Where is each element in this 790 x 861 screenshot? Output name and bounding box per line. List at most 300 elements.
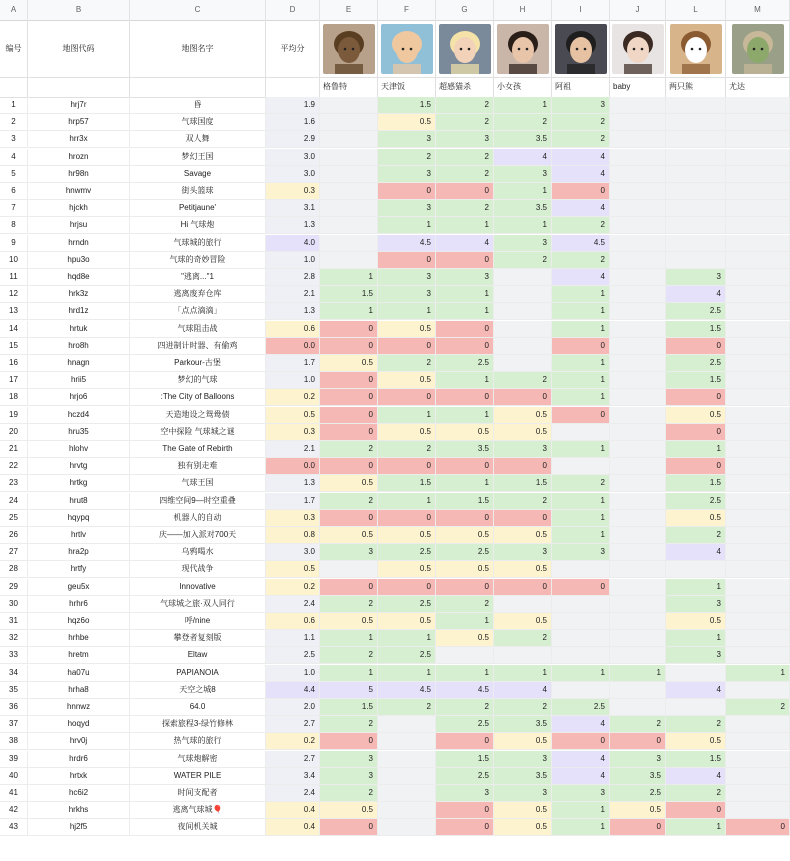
score-cell[interactable] [726,183,790,199]
row-number[interactable]: 20 [0,424,28,440]
score-cell[interactable]: 2 [494,699,552,715]
map-code-cell[interactable]: hrndn [28,235,130,251]
score-cell[interactable] [378,802,436,818]
map-code-cell[interactable]: hqypq [28,510,130,526]
score-cell[interactable]: 1 [320,303,378,319]
map-name-cell[interactable]: 气球炮解密 [130,751,266,767]
row-number[interactable]: 12 [0,286,28,302]
score-cell[interactable]: 0.5 [378,613,436,629]
score-cell[interactable]: 3 [494,544,552,560]
score-cell[interactable] [666,252,726,268]
score-cell[interactable]: 2 [320,493,378,509]
score-cell[interactable]: 3.5 [436,441,494,457]
column-letter-i[interactable]: I [552,0,610,20]
score-cell[interactable]: 0.5 [320,475,378,491]
score-cell[interactable]: 0 [378,338,436,354]
score-cell[interactable]: 1 [494,665,552,681]
score-cell[interactable]: 0 [320,733,378,749]
row-number[interactable]: 14 [0,321,28,337]
score-cell[interactable]: 0 [666,458,726,474]
score-cell[interactable]: 1.5 [666,372,726,388]
score-cell[interactable] [610,613,666,629]
map-code-cell[interactable]: hrd1z [28,303,130,319]
score-cell[interactable] [666,183,726,199]
table-row[interactable] [0,785,790,802]
map-name-cell[interactable]: 天造地设之鸳鸯债 [130,407,266,423]
table-row[interactable] [0,527,790,544]
score-cell[interactable]: 0.5 [494,733,552,749]
row-number[interactable]: 23 [0,475,28,491]
score-cell[interactable]: 1 [494,97,552,113]
score-cell[interactable]: 2 [494,630,552,646]
score-cell[interactable] [726,733,790,749]
score-cell[interactable]: 2.5 [666,303,726,319]
map-code-cell[interactable]: hrp57 [28,114,130,130]
score-cell[interactable] [610,647,666,663]
row-number[interactable]: 6 [0,183,28,199]
map-name-cell[interactable]: 64.0 [130,699,266,715]
score-cell[interactable]: 2.5 [436,544,494,560]
score-cell[interactable]: 0.5 [436,527,494,543]
average-cell[interactable]: 0.3 [266,510,320,526]
score-cell[interactable]: 2.5 [666,493,726,509]
header-cell-h[interactable] [494,20,552,77]
score-cell[interactable]: 0 [320,510,378,526]
average-cell[interactable]: 2.7 [266,751,320,767]
row-number[interactable]: 11 [0,269,28,285]
score-cell[interactable] [726,407,790,423]
score-cell[interactable]: 0.5 [666,407,726,423]
column-letter-d[interactable]: D [266,0,320,20]
score-cell[interactable]: 3 [378,269,436,285]
score-cell[interactable] [320,183,378,199]
score-cell[interactable]: 2 [436,166,494,182]
map-code-cell[interactable]: hrhr6 [28,596,130,612]
score-cell[interactable]: 0 [552,733,610,749]
average-cell[interactable]: 0.4 [266,819,320,835]
player-name[interactable]: 天津饭 [378,77,436,97]
average-cell[interactable]: 3.1 [266,200,320,216]
table-row[interactable] [0,321,790,338]
score-cell[interactable]: 2 [378,699,436,715]
score-cell[interactable] [610,510,666,526]
table-row[interactable] [0,424,790,441]
average-cell[interactable]: 0.6 [266,613,320,629]
score-cell[interactable] [320,217,378,233]
score-cell[interactable]: 0 [320,389,378,405]
player-name[interactable]: 格鲁特 [320,77,378,97]
score-cell[interactable]: 3 [494,785,552,801]
map-name-cell[interactable]: 气球城之旅·双人同行 [130,596,266,612]
row-number[interactable]: 4 [0,149,28,165]
map-name-cell[interactable]: 四进制计时器、有偷鸡 [130,338,266,354]
score-cell[interactable]: 4 [552,200,610,216]
map-name-cell[interactable]: 气球的奇妙冒险 [130,252,266,268]
map-code-cell[interactable]: hrut8 [28,493,130,509]
score-cell[interactable] [610,131,666,147]
score-cell[interactable] [494,269,552,285]
score-cell[interactable] [726,510,790,526]
score-cell[interactable]: 2 [436,596,494,612]
row-number[interactable]: 7 [0,200,28,216]
average-cell[interactable]: 4.4 [266,682,320,698]
score-cell[interactable]: 2.5 [436,716,494,732]
score-cell[interactable]: 2 [378,355,436,371]
map-code-cell[interactable]: hrtkg [28,475,130,491]
map-code-cell[interactable]: hr98n [28,166,130,182]
score-cell[interactable]: 3.5 [494,768,552,784]
score-cell[interactable]: 2.5 [552,699,610,715]
score-cell[interactable]: 0 [494,458,552,474]
score-cell[interactable] [610,682,666,698]
score-cell[interactable]: 2 [552,252,610,268]
average-cell[interactable]: 1.6 [266,114,320,130]
map-name-cell[interactable]: 梦幻的气球 [130,372,266,388]
map-code-cell[interactable]: hrtfy [28,561,130,577]
score-cell[interactable] [610,389,666,405]
score-cell[interactable] [378,733,436,749]
row-number[interactable]: 32 [0,630,28,646]
score-cell[interactable]: 0 [320,579,378,595]
map-name-cell[interactable]: 「点点滴滴」 [130,303,266,319]
table-row[interactable] [0,269,790,286]
map-name-cell[interactable]: 探索旅程3-绿竹修林 [130,716,266,732]
names-blank-cell[interactable] [266,77,320,97]
row-number[interactable]: 35 [0,682,28,698]
score-cell[interactable]: 1 [436,217,494,233]
map-code-cell[interactable]: hj2f5 [28,819,130,835]
score-cell[interactable]: 3.5 [494,200,552,216]
map-name-cell[interactable]: 梦幻王国 [130,149,266,165]
average-cell[interactable]: 1.0 [266,252,320,268]
score-cell[interactable]: 2 [726,699,790,715]
table-row[interactable] [0,733,790,750]
row-number[interactable]: 19 [0,407,28,423]
row-number[interactable]: 28 [0,561,28,577]
row-number[interactable]: 34 [0,665,28,681]
score-cell[interactable] [378,751,436,767]
score-cell[interactable]: 1 [436,613,494,629]
score-cell[interactable] [610,97,666,113]
map-code-cell[interactable]: hc6i2 [28,785,130,801]
table-row[interactable] [0,286,790,303]
score-cell[interactable]: 1 [666,441,726,457]
score-cell[interactable] [726,235,790,251]
score-cell[interactable]: 0 [436,183,494,199]
score-cell[interactable]: 1 [666,819,726,835]
score-cell[interactable]: 0 [666,424,726,440]
score-cell[interactable] [610,338,666,354]
score-cell[interactable] [726,338,790,354]
row-number[interactable]: 21 [0,441,28,457]
score-cell[interactable]: 2 [552,114,610,130]
map-name-cell[interactable]: 庆——加入派对700天 [130,527,266,543]
score-cell[interactable] [494,286,552,302]
map-code-cell[interactable]: hnagn [28,355,130,371]
score-cell[interactable]: 0 [666,802,726,818]
score-cell[interactable]: 3.5 [610,768,666,784]
header-cell-l[interactable] [666,20,726,77]
score-cell[interactable]: 1.5 [436,751,494,767]
table-row[interactable] [0,819,790,836]
score-cell[interactable] [726,269,790,285]
table-row[interactable] [0,149,790,166]
score-cell[interactable]: 0 [666,338,726,354]
score-cell[interactable]: 1 [436,475,494,491]
score-cell[interactable]: 3 [666,269,726,285]
score-cell[interactable] [726,475,790,491]
table-row[interactable] [0,303,790,320]
score-cell[interactable]: 1 [552,802,610,818]
score-cell[interactable] [726,802,790,818]
column-letter-c[interactable]: C [130,0,266,20]
score-cell[interactable]: 0 [436,321,494,337]
score-cell[interactable]: 0.5 [494,424,552,440]
score-cell[interactable] [494,596,552,612]
map-code-cell[interactable]: hrr3x [28,131,130,147]
score-cell[interactable]: 1 [552,286,610,302]
score-cell[interactable]: 3 [494,441,552,457]
score-cell[interactable] [610,527,666,543]
score-cell[interactable]: 0 [494,389,552,405]
score-cell[interactable]: 2 [666,716,726,732]
row-number[interactable]: 16 [0,355,28,371]
score-cell[interactable]: 0 [436,389,494,405]
table-row[interactable] [0,699,790,716]
score-cell[interactable]: 2 [552,217,610,233]
table-row[interactable] [0,510,790,527]
score-cell[interactable]: 2.5 [378,596,436,612]
row-number[interactable]: 5 [0,166,28,182]
score-cell[interactable]: 3 [378,200,436,216]
map-code-cell[interactable]: hro8h [28,338,130,354]
score-cell[interactable] [610,166,666,182]
row-number[interactable]: 37 [0,716,28,732]
score-cell[interactable]: 1 [552,527,610,543]
score-cell[interactable]: 0 [320,458,378,474]
player-name[interactable]: 超感猫杀 [436,77,494,97]
score-cell[interactable] [610,286,666,302]
score-cell[interactable] [494,338,552,354]
score-cell[interactable]: 2.5 [666,355,726,371]
average-cell[interactable]: 1.3 [266,217,320,233]
score-cell[interactable]: 2 [378,149,436,165]
score-cell[interactable] [320,252,378,268]
map-name-cell[interactable]: 气球王国 [130,475,266,491]
column-letter-j[interactable]: J [610,0,666,20]
score-cell[interactable] [494,321,552,337]
score-cell[interactable]: 3 [436,269,494,285]
average-cell[interactable]: 3.0 [266,149,320,165]
score-cell[interactable]: 3 [378,286,436,302]
average-cell[interactable]: 1.0 [266,372,320,388]
score-cell[interactable]: 1 [552,355,610,371]
score-cell[interactable]: 1 [666,579,726,595]
score-cell[interactable]: 3 [494,751,552,767]
score-cell[interactable]: 2 [666,527,726,543]
score-cell[interactable]: 1 [320,630,378,646]
average-cell[interactable]: 0.3 [266,424,320,440]
score-cell[interactable] [726,303,790,319]
score-cell[interactable]: 0 [320,338,378,354]
score-cell[interactable]: 2 [320,647,378,663]
average-cell[interactable]: 0.8 [266,527,320,543]
score-cell[interactable]: 4 [494,682,552,698]
score-cell[interactable]: 3 [610,751,666,767]
score-cell[interactable] [320,131,378,147]
map-code-cell[interactable]: hra2p [28,544,130,560]
map-name-cell[interactable]: 双人舞 [130,131,266,147]
score-cell[interactable] [320,97,378,113]
map-code-cell[interactable]: hrtxk [28,768,130,784]
score-cell[interactable] [320,235,378,251]
map-name-cell[interactable]: 气球国度 [130,114,266,130]
header-code[interactable]: 地图代码 [28,20,130,77]
score-cell[interactable] [666,166,726,182]
score-cell[interactable] [666,217,726,233]
map-name-cell[interactable]: "逃离..."1 [130,269,266,285]
score-cell[interactable]: 0 [436,252,494,268]
score-cell[interactable]: 0 [610,819,666,835]
score-cell[interactable] [552,630,610,646]
map-code-cell[interactable]: hrtuk [28,321,130,337]
map-name-cell[interactable]: PAPIANOIA [130,665,266,681]
score-cell[interactable]: 2 [320,716,378,732]
map-name-cell[interactable]: 夜间机关城 [130,819,266,835]
score-cell[interactable] [378,768,436,784]
score-cell[interactable]: 4.5 [436,682,494,698]
score-cell[interactable]: 1 [320,269,378,285]
table-row[interactable] [0,475,790,492]
score-cell[interactable]: 0 [726,819,790,835]
average-cell[interactable]: 0.0 [266,458,320,474]
score-cell[interactable]: 3 [666,596,726,612]
score-cell[interactable]: 4 [666,544,726,560]
score-cell[interactable] [726,389,790,405]
score-cell[interactable] [610,149,666,165]
score-cell[interactable]: 1 [320,665,378,681]
score-cell[interactable]: 1 [552,389,610,405]
row-number[interactable]: 25 [0,510,28,526]
map-code-cell[interactable]: hrha8 [28,682,130,698]
score-cell[interactable] [552,682,610,698]
score-cell[interactable]: 1 [552,493,610,509]
map-name-cell[interactable]: Hi 气球炮 [130,217,266,233]
row-number[interactable]: 15 [0,338,28,354]
row-number[interactable]: 3 [0,131,28,147]
score-cell[interactable]: 5 [320,682,378,698]
average-cell[interactable]: 2.8 [266,269,320,285]
score-cell[interactable]: 1 [436,372,494,388]
map-code-cell[interactable]: hrhbe [28,630,130,646]
map-name-cell[interactable]: 四维空间9—时空重叠 [130,493,266,509]
header-cell-m[interactable] [726,20,790,77]
average-cell[interactable]: 1.9 [266,97,320,113]
map-name-cell[interactable]: 空中探险 气球城之谜 [130,424,266,440]
score-cell[interactable] [666,200,726,216]
names-blank-cell[interactable] [28,77,130,97]
score-cell[interactable]: 2 [494,114,552,130]
score-cell[interactable] [320,166,378,182]
score-cell[interactable] [726,630,790,646]
score-cell[interactable]: 0 [378,510,436,526]
score-cell[interactable]: 2 [610,716,666,732]
score-cell[interactable]: 2 [436,699,494,715]
score-cell[interactable]: 3 [378,131,436,147]
table-row[interactable] [0,441,790,458]
map-code-cell[interactable]: hrvtg [28,458,130,474]
score-cell[interactable]: 1.5 [666,751,726,767]
score-cell[interactable] [726,372,790,388]
row-number[interactable]: 24 [0,493,28,509]
names-blank-cell[interactable] [130,77,266,97]
column-letter-m[interactable]: M [726,0,790,20]
score-cell[interactable] [726,166,790,182]
score-cell[interactable]: 2 [320,785,378,801]
score-cell[interactable]: 0 [436,819,494,835]
score-cell[interactable]: 0.5 [666,510,726,526]
map-code-cell[interactable]: hrjo6 [28,389,130,405]
score-cell[interactable] [726,716,790,732]
table-row[interactable] [0,768,790,785]
score-cell[interactable]: 1.5 [666,475,726,491]
score-cell[interactable]: 3 [552,97,610,113]
average-cell[interactable]: 0.0 [266,338,320,354]
score-cell[interactable]: 0.5 [320,802,378,818]
map-code-cell[interactable]: hrk3z [28,286,130,302]
score-cell[interactable] [610,252,666,268]
table-row[interactable] [0,493,790,510]
map-code-cell[interactable]: hlohv [28,441,130,457]
score-cell[interactable]: 3 [320,544,378,560]
score-cell[interactable] [552,561,610,577]
table-row[interactable] [0,751,790,768]
map-name-cell[interactable]: 乌鸦喝水 [130,544,266,560]
score-cell[interactable]: 1 [378,303,436,319]
map-name-cell[interactable]: 攀登者复刻版 [130,630,266,646]
score-cell[interactable] [610,596,666,612]
score-cell[interactable]: 0.5 [378,321,436,337]
map-name-cell[interactable]: Parkour-古堡 [130,355,266,371]
score-cell[interactable]: 0.5 [320,527,378,543]
score-cell[interactable]: 0 [378,458,436,474]
score-cell[interactable] [610,235,666,251]
score-cell[interactable]: 2 [436,114,494,130]
map-code-cell[interactable]: hrozn [28,149,130,165]
map-name-cell[interactable]: 逃离废弃仓库 [130,286,266,302]
table-row[interactable] [0,97,790,114]
score-cell[interactable]: 0 [436,579,494,595]
table-row[interactable] [0,372,790,389]
score-cell[interactable]: 2 [436,97,494,113]
score-cell[interactable]: 0 [552,183,610,199]
map-code-cell[interactable]: hrtlv [28,527,130,543]
table-row[interactable] [0,579,790,596]
average-cell[interactable]: 3.4 [266,768,320,784]
score-cell[interactable]: 1.5 [378,475,436,491]
score-cell[interactable] [494,647,552,663]
table-row[interactable] [0,802,790,819]
header-cell-i[interactable] [552,20,610,77]
score-cell[interactable]: 0.5 [378,561,436,577]
score-cell[interactable]: 0.5 [378,114,436,130]
column-letter-f[interactable]: F [378,0,436,20]
average-cell[interactable]: 1.7 [266,493,320,509]
average-cell[interactable]: 2.1 [266,441,320,457]
score-cell[interactable]: 1 [378,217,436,233]
score-cell[interactable] [610,217,666,233]
score-cell[interactable]: 0.5 [436,630,494,646]
